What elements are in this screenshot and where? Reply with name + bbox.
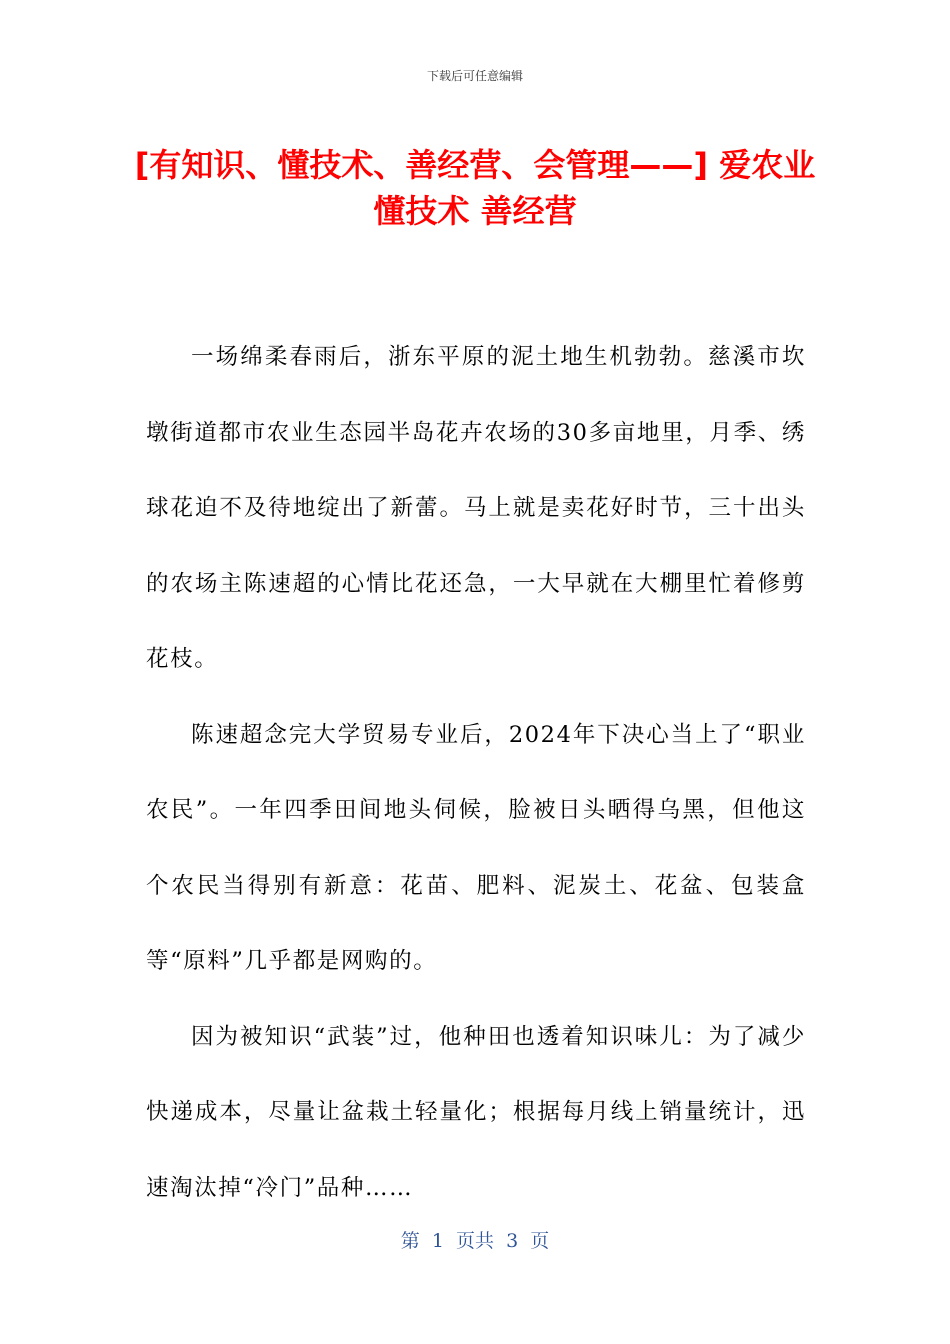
page-number: 第 1 页共 3 页	[400, 1230, 550, 1252]
header-note: 下载后可任意编辑	[426, 69, 523, 83]
document-title: [有知识、懂技术、善经营、会管理——] 爱农业 懂技术 善经营	[134, 146, 816, 230]
paragraph-1: 一场绵柔春雨后，浙东平原的泥土地生机勃勃。慈溪市坎墩街道都市农业生态园半岛花卉农场的30多亩地里，月季、绣球花迫不及待地绽出了新蕾。马上就是卖花好时节，三十出头的农场主陈速超的心情比花还急，一大早就在大棚里忙着修剪花枝。	[146, 344, 806, 672]
paragraph-3: 因为被知识“武装”过，他种田也透着知识味儿：为了减少快递成本，尽量让盆栽土轻量化；根据每月线上销量统计，迅速淘汰掉“冷门”品种……	[146, 1023, 806, 1201]
document-body	[146, 320, 806, 1226]
paragraph-2: 陈速超念完大学贸易专业后，2024年下决心当上了“职业农民”。一年四季田间地头伺候，脸被日头晒得乌黑，但他这个农民当得别有新意：花苗、肥料、泥炭土、花盆、包装盒等“原料”几乎都是网购的。	[146, 721, 806, 974]
